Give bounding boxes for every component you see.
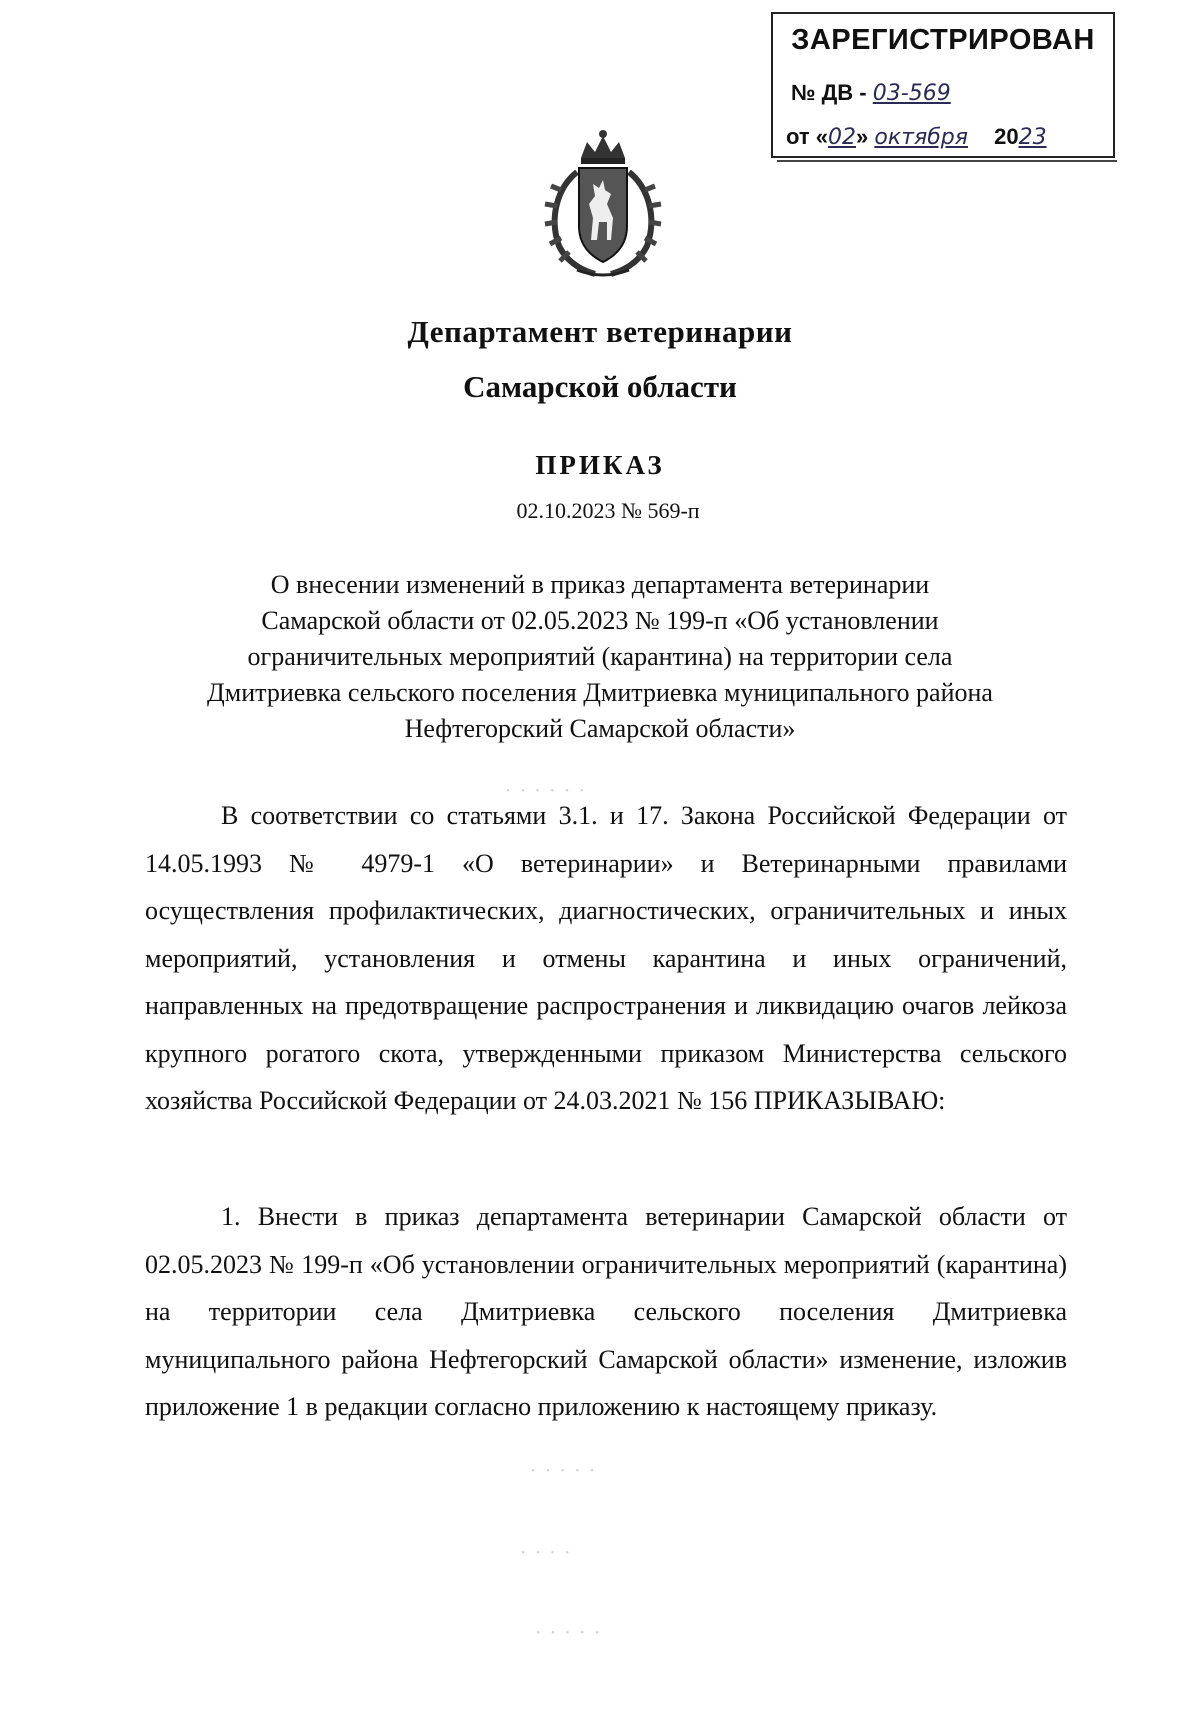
order-subject	[0, 567, 1200, 747]
department-name-line1: Департамент ветеринарии	[407, 314, 793, 349]
bleed-through-mark: · · · · ·	[530, 1458, 597, 1482]
stamp-number-line	[791, 80, 951, 106]
bleed-through-mark: · · · ·	[520, 1540, 572, 1564]
paragraph-text: 1. Внести в приказ департамента ветеринарии Самарской области от 02.05.2023 № 199-п «Об установлении ограничительных мероприятий (карантина) на территории села Дмитриевка сельского поселения Дмитриевка муниципального района Нефтегорский Самарской области» изменение, изложив приложение 1 в редакции согласно приложению к настоящему приказу.	[145, 1202, 1067, 1421]
bleed-through-mark: · · · · ·	[535, 1620, 602, 1644]
stamp-date-year-suffix: 23	[1018, 125, 1047, 150]
order-number-date: 02.10.2023 № 569-п	[516, 498, 700, 523]
registration-stamp	[771, 12, 1115, 158]
stamp-title: ЗАРЕГИСТРИРОВАН	[791, 24, 1095, 56]
subject-line: Нефтегорский Самарской области»	[404, 714, 796, 743]
stamp-date-month: октября	[874, 125, 968, 150]
body-paragraph-preamble	[145, 792, 1067, 1125]
subject-line: О внесении изменений в приказ департамента ветеринарии	[270, 570, 930, 599]
stamp-date-prefix: от «	[786, 124, 829, 149]
coat-of-arms-emblem	[537, 128, 669, 280]
stamp-number-handwritten: 03-569	[872, 81, 951, 106]
stamp-number-prefix: № ДВ -	[791, 80, 867, 105]
order-title: ПРИКАЗ	[535, 450, 665, 480]
subject-line: Дмитриевка сельского поселения Дмитриевка муниципального района	[207, 678, 993, 707]
department-name-line2: Самарской области	[463, 369, 737, 404]
stamp-date-year-prefix: 20	[994, 124, 1019, 149]
subject-line: ограничительных мероприятий (карантина) на территории села	[247, 642, 953, 671]
paragraph-text: В соответствии со статьями 3.1. и 17. Закона Российской Федерации от 14.05.1993 № 4979-1 «О ветеринарии» и Ветеринарными правилами осуществления профилактических, диагностических, ограничительных и иных мероприятий, установления и отмены карантина и иных ограничений, направленных на предотвращение распространения и ликвидацию очагов лейкоза крупного рогатого скота, утвержденными приказом Министерства сельского хозяйства Российской Федерации от 24.03.2021 № 156 ПРИКАЗЫВАЮ:	[145, 801, 1067, 1115]
stamp-date-line	[786, 124, 1047, 150]
stamp-date-mid: »	[856, 124, 869, 149]
stamp-date-day: 02	[828, 125, 857, 150]
body-paragraph-item-1	[145, 1193, 1067, 1431]
stamp-shadow	[777, 160, 1117, 162]
bleed-through-mark: · · · · · ·	[505, 778, 586, 802]
subject-line: Самарской области от 02.05.2023 № 199-п «Об установлении	[261, 606, 939, 635]
